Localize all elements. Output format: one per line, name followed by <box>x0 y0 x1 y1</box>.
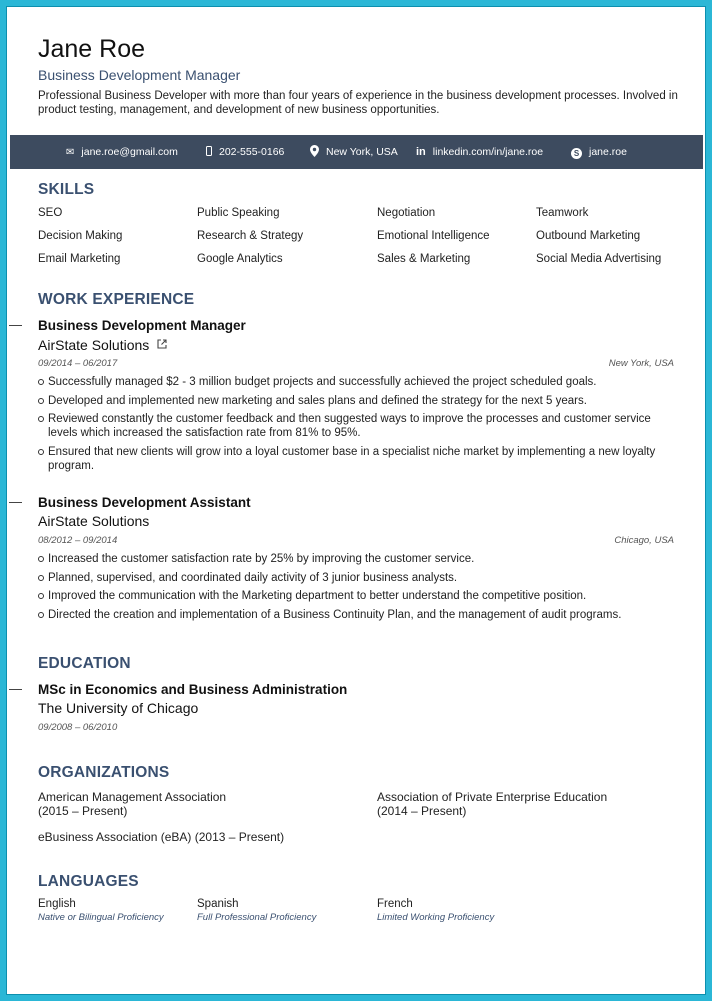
contact-skype-text: jane.roe <box>589 146 627 158</box>
list-item: Reviewed constantly the customer feedback and then suggested ways to improve the processes and customer service levels which increased the satisfaction rate from 81% to 95%. <box>38 412 678 440</box>
contact-linkedin[interactable] <box>416 135 543 169</box>
map-pin-icon <box>310 136 319 170</box>
list-item: Successfully managed $2 - 3 million budget projects and successfully achieved the project scheduled goals. <box>38 375 678 389</box>
degree: MSc in Economics and Business Administration <box>38 682 348 697</box>
job-location: New York, USA <box>608 358 674 369</box>
job-bullets <box>38 552 678 626</box>
contact-phone-text: 202-555-0166 <box>219 146 285 158</box>
skill-item: Google Analytics <box>197 253 283 265</box>
job-bullets <box>38 375 678 477</box>
contact-skype[interactable] <box>571 135 627 169</box>
list-item: Planned, supervised, and coordinated daily activity of 3 junior business analysts. <box>38 571 678 585</box>
list-item: Directed the creation and implementation of a Business Continuity Plan, and the management of audit programs. <box>38 608 678 622</box>
resume-page <box>6 6 706 995</box>
job-title: Business Development Manager <box>38 318 246 333</box>
candidate-name: Jane Roe <box>38 35 146 63</box>
skill-item: Social Media Advertising <box>536 253 662 265</box>
entry-marker <box>9 325 22 326</box>
contact-email-text: jane.roe@gmail.com <box>81 146 178 158</box>
summary: Professional Business Developer with more than four years of experience in the business development processes. Involved in product testing, management, and development of new business opportunities. <box>38 90 678 116</box>
skill-item: Research & Strategy <box>197 230 304 242</box>
list-item: Increased the customer satisfaction rate by 25% by improving the customer service. <box>38 552 678 566</box>
list-item: Ensured that new clients will grow into a loyal customer base in a specialist niche market by implementing a new loyalty program. <box>38 445 678 473</box>
organization-name: eBusiness Association (eBA) (2013 – Present) <box>38 830 285 844</box>
contact-phone[interactable] <box>206 135 284 169</box>
skills-heading: SKILLS <box>38 181 95 198</box>
skill-item: Emotional Intelligence <box>377 230 490 242</box>
list-item: Improved the communication with the Marketing department to better understand the competitive position. <box>38 589 678 603</box>
work-heading: WORK EXPERIENCE <box>38 291 195 308</box>
contact-email[interactable] <box>66 135 178 169</box>
contact-location <box>310 135 398 169</box>
organization-name: Association of Private Enterprise Education <box>377 790 608 804</box>
skill-item: Negotiation <box>377 207 436 219</box>
contact-location-text: New York, USA <box>326 146 398 158</box>
job-dates: 09/2014 – 06/2017 <box>38 358 118 369</box>
skill-item: Decision Making <box>38 230 123 242</box>
language-name: English <box>38 898 76 910</box>
skill-item: SEO <box>38 207 63 219</box>
education-heading: EDUCATION <box>38 655 131 672</box>
skill-item: Email Marketing <box>38 253 121 265</box>
organization-name: American Management Association <box>38 790 227 804</box>
company-name[interactable] <box>38 336 167 353</box>
job-dates: 08/2012 – 09/2014 <box>38 535 118 546</box>
skill-item: Public Speaking <box>197 207 280 219</box>
skill-item: Teamwork <box>536 207 589 219</box>
language-level: Native or Bilingual Proficiency <box>38 912 164 923</box>
entry-marker <box>9 689 22 690</box>
company-name-text: AirState Solutions <box>38 337 150 353</box>
mobile-phone-icon <box>206 146 212 156</box>
job-location: Chicago, USA <box>614 535 674 546</box>
language-name: Spanish <box>197 898 239 910</box>
organization-years: (2014 – Present) <box>377 804 467 818</box>
entry-marker <box>9 502 22 503</box>
external-link-icon[interactable] <box>157 336 167 352</box>
skype-icon: S <box>571 148 582 159</box>
language-level: Full Professional Proficiency <box>197 912 317 923</box>
organization-item <box>38 790 226 818</box>
language-name: French <box>377 898 413 910</box>
list-item: Developed and implemented new marketing and sales plans and defined the strategy for the next 5 years. <box>38 394 678 408</box>
languages-heading: LANGUAGES <box>38 873 139 890</box>
language-level: Limited Working Proficiency <box>377 912 495 923</box>
organization-item <box>38 830 284 844</box>
envelope-icon: ✉ <box>66 147 75 158</box>
candidate-title: Business Development Manager <box>38 67 241 83</box>
contact-linkedin-text: linkedin.com/in/jane.roe <box>432 146 544 158</box>
skill-item: Sales & Marketing <box>377 253 471 265</box>
contact-bar <box>10 135 703 169</box>
organizations-heading: ORGANIZATIONS <box>38 764 170 781</box>
company-name: AirState Solutions <box>38 513 150 529</box>
skill-item: Outbound Marketing <box>536 230 641 242</box>
job-title: Business Development Assistant <box>38 495 251 510</box>
school-name: The University of Chicago <box>38 700 199 716</box>
linkedin-icon: in <box>416 146 426 158</box>
education-dates: 09/2008 – 06/2010 <box>38 722 118 733</box>
organization-years: (2015 – Present) <box>38 804 128 818</box>
organization-item <box>377 790 607 818</box>
